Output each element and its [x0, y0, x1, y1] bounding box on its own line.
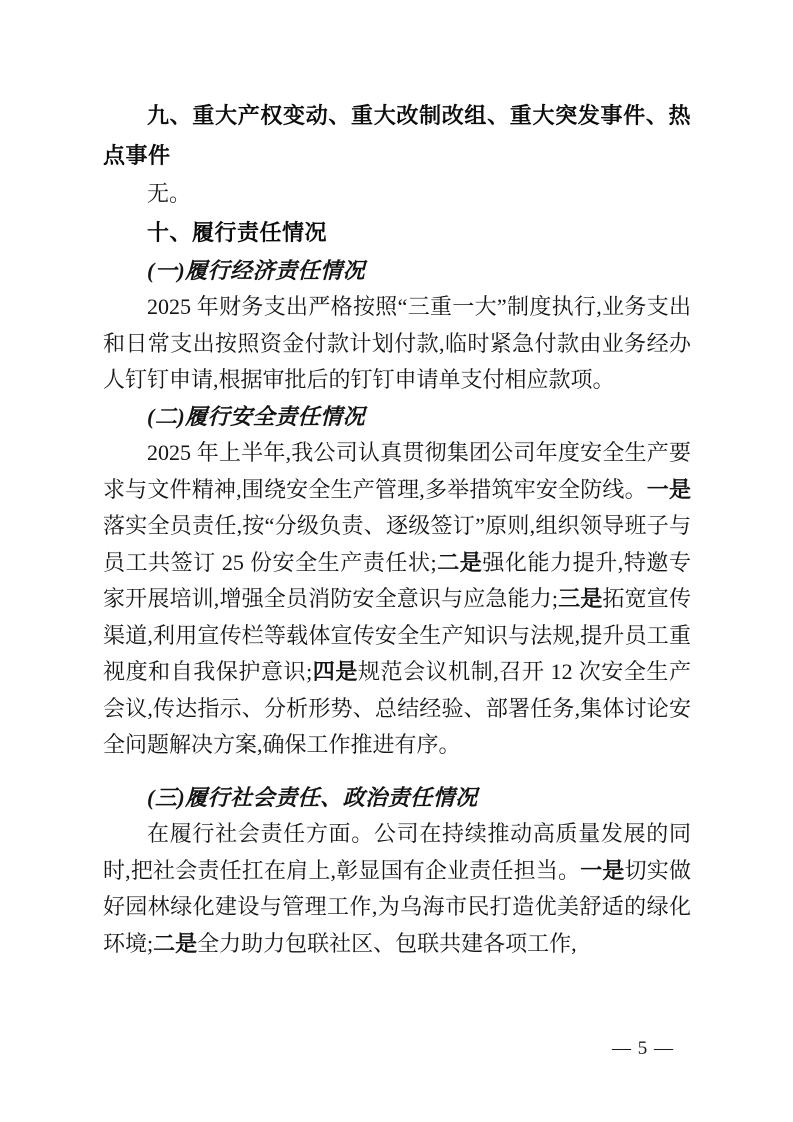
- text-run-emphasis: 四是: [312, 659, 358, 684]
- paragraph-safety: [103, 435, 691, 764]
- text-run-emphasis: 三是: [558, 586, 603, 611]
- text-run-emphasis: 二是: [436, 549, 483, 575]
- paragraph-economic: 2025 年财务支出严格按照“三重一大”制度执行,业务支出和日常支出按照资金付款计划付款,临时紧急付款由业务经办人钉钉申请,根据审批后的钉钉申请单支付相应款项。: [103, 294, 691, 392]
- section-heading-ten: 十、履行责任情况: [147, 219, 328, 245]
- paragraph-none: 无。: [147, 181, 192, 206]
- text-run-emphasis: 一是: [580, 857, 625, 883]
- text-run: 全力助力包联社区、包联共建各项工作,: [197, 930, 577, 956]
- text-run: 强化能力提升,特邀专家开展培训,增强全员消防安全意识与应急能力;: [103, 549, 691, 611]
- document-body: [103, 88, 691, 962]
- text-run: 拓宽宣传渠道,利用宣传栏等载体宣传安全生产知识与法规,提升员工重视度和自我保护意识;: [103, 586, 691, 684]
- text-run: 切实做好园林绿化建设与管理工作,为乌海市民打造优美舒适的绿化环境;: [103, 857, 691, 956]
- text-run: 规范会议机制,召开 12 次安全生产会议,传达指示、分析形势、总结经验、部署任务,集体讨论安全问题解决方案,确保工作推进有序。: [103, 659, 691, 757]
- subsection-heading-social: (三)履行社会责任、政治责任情况: [147, 784, 478, 810]
- section-heading-nine: 九、重大产权变动、重大改制改组、重大突发事件、热点事件: [103, 103, 691, 168]
- text-run-emphasis: 一是: [646, 476, 691, 502]
- text-run: 落实全员责任,按“分级负责、逐级签订”原则,组织领导班子与员工共签订 25 份安全生产责任状;: [103, 513, 691, 575]
- subsection-heading-economic: (一)履行经济责任情况: [147, 257, 366, 283]
- text-run-emphasis: 二是: [153, 930, 198, 956]
- subsection-heading-safety: (二)履行安全责任情况: [147, 403, 366, 429]
- text-run: 2025 年上半年,我公司认真贯彻集团公司年度安全生产要求与文件精神,围绕安全生产管理,多举措筑牢安全防线。: [103, 440, 691, 502]
- paragraph-social: [103, 816, 691, 962]
- page-number: — 5 —: [612, 1038, 674, 1059]
- text-run: 在履行社会责任方面。公司在持续推动高质量发展的同时,把社会责任扛在肩上,彰显国有企业责任担当。: [103, 821, 691, 883]
